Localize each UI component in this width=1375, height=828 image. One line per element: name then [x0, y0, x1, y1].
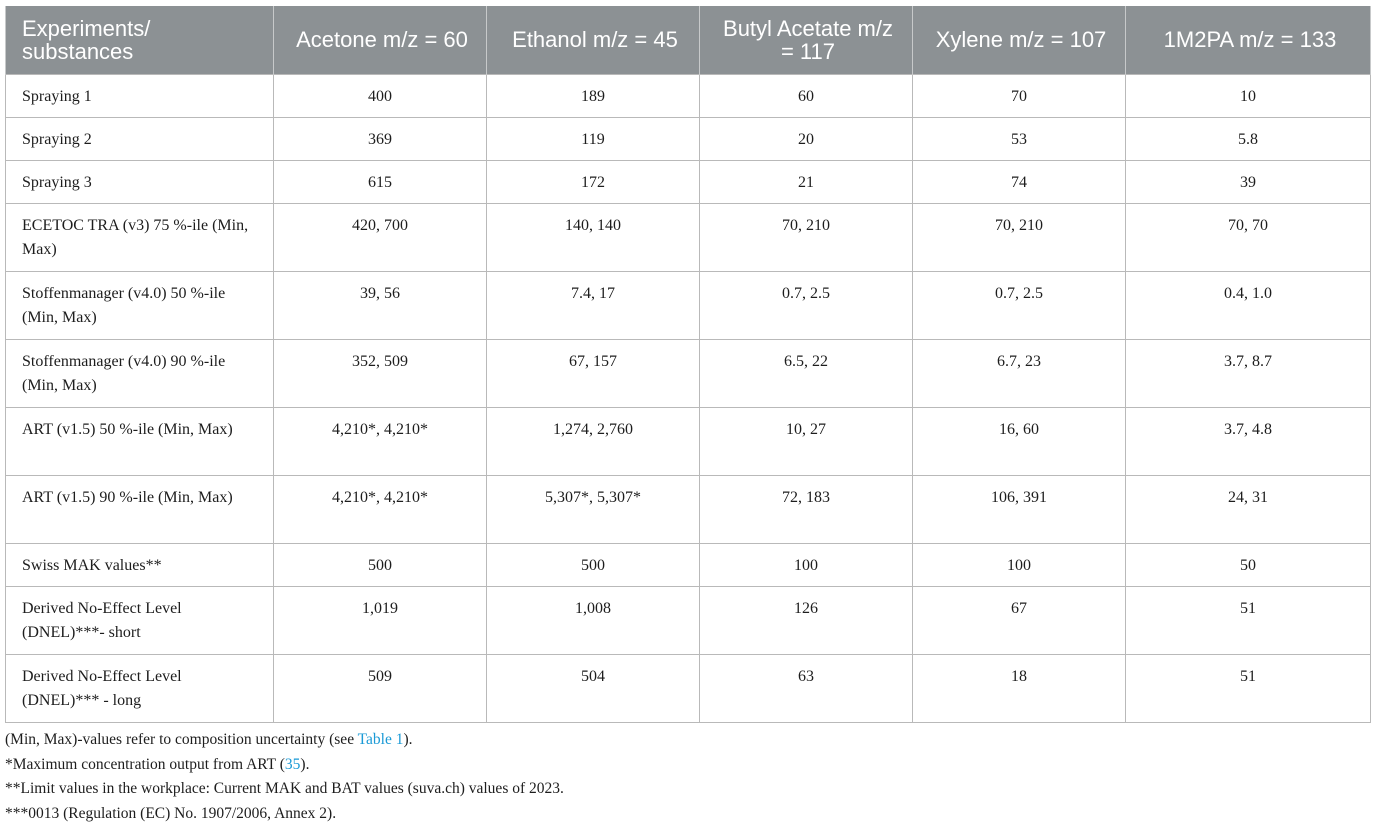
table-cell: 50 — [1126, 543, 1371, 586]
row-label: Derived No-Effect Level (DNEL)***- short — [6, 586, 274, 654]
footnote-text: *Maximum concentration output from ART ( — [5, 755, 285, 773]
row-label: Spraying 1 — [6, 74, 274, 117]
table-cell: 189 — [487, 74, 700, 117]
footnote-text: ). — [300, 755, 310, 773]
footnote-text: ). — [403, 731, 413, 748]
row-label: ART (v1.5) 90 %-ile (Min, Max) — [6, 475, 274, 543]
table-header-row — [6, 6, 1371, 74]
table-row — [6, 117, 1371, 160]
table-cell: 400 — [274, 74, 487, 117]
table-row — [6, 407, 1371, 475]
row-label: Swiss MAK values** — [6, 543, 274, 586]
table-cell: 106, 391 — [913, 475, 1126, 543]
exposure-table — [5, 6, 1371, 723]
table-cell: 4,210*, 4,210* — [274, 475, 487, 543]
table-cell: 420, 700 — [274, 203, 487, 271]
table-cell: 100 — [700, 543, 913, 586]
row-label: Stoffenmanager (v4.0) 50 %-ile (Min, Max) — [6, 271, 274, 339]
table-cell: 100 — [913, 543, 1126, 586]
table-cell: 51 — [1126, 654, 1371, 722]
table-cell: 0.7, 2.5 — [700, 271, 913, 339]
table-row — [6, 586, 1371, 654]
table-cell: 60 — [700, 74, 913, 117]
footnote-text: (Min, Max)-values refer to composition uncertainty (see — [5, 731, 358, 748]
table-cell: 70, 210 — [700, 203, 913, 271]
table-cell: 509 — [274, 654, 487, 722]
table-cell: 3.7, 4.8 — [1126, 407, 1371, 475]
footnote-mak: **Limit values in the workplace: Current MAK and BAT values (suva.ch) values of 2023. — [5, 780, 564, 797]
table-cell: 140, 140 — [487, 203, 700, 271]
table-row — [6, 74, 1371, 117]
table-cell: 615 — [274, 160, 487, 203]
table-cell: 67 — [913, 586, 1126, 654]
footnote-dnel: ***0013 (Regulation (EC) No. 1907/2006, Annex 2). — [5, 804, 337, 822]
reference-35-link[interactable]: 35 — [284, 755, 301, 773]
table-cell: 70, 70 — [1126, 203, 1371, 271]
table-cell: 500 — [274, 543, 487, 586]
table-cell: 0.7, 2.5 — [913, 271, 1126, 339]
row-label: Spraying 3 — [6, 160, 274, 203]
table-cell: 53 — [913, 117, 1126, 160]
table-cell: 18 — [913, 654, 1126, 722]
table-row — [6, 475, 1371, 543]
column-header: Acetone m/z = 60 — [274, 6, 487, 74]
table-cell: 39 — [1126, 160, 1371, 203]
table-row — [6, 160, 1371, 203]
footnote-art — [5, 753, 1370, 778]
table-row — [6, 271, 1371, 339]
table-cell: 4,210*, 4,210* — [274, 407, 487, 475]
table-cell: 3.7, 8.7 — [1126, 339, 1371, 407]
table-cell: 500 — [487, 543, 700, 586]
table-cell: 70 — [913, 74, 1126, 117]
table-cell: 6.7, 23 — [913, 339, 1126, 407]
column-header: Butyl Acetate m/z = 117 — [700, 6, 913, 74]
table-cell: 369 — [274, 117, 487, 160]
table-cell: 51 — [1126, 586, 1371, 654]
table-cell: 119 — [487, 117, 700, 160]
table-cell: 10 — [1126, 74, 1371, 117]
table-cell: 1,274, 2,760 — [487, 407, 700, 475]
table-row — [6, 339, 1371, 407]
row-label: ART (v1.5) 50 %-ile (Min, Max) — [6, 407, 274, 475]
table-cell: 5,307*, 5,307* — [487, 475, 700, 543]
table-cell: 352, 509 — [274, 339, 487, 407]
table-cell: 63 — [700, 654, 913, 722]
table-cell: 7.4, 17 — [487, 271, 700, 339]
table-cell: 70, 210 — [913, 203, 1126, 271]
row-label: Spraying 2 — [6, 117, 274, 160]
row-label: ECETOC TRA (v3) 75 %-ile (Min, Max) — [6, 203, 274, 271]
footnote-min-max — [5, 728, 1370, 753]
table-cell: 1,008 — [487, 586, 700, 654]
table-cell: 67, 157 — [487, 339, 700, 407]
table-cell: 21 — [700, 160, 913, 203]
column-header: 1M2PA m/z = 133 — [1126, 6, 1371, 74]
table-cell: 1,019 — [274, 586, 487, 654]
table-cell: 126 — [700, 586, 913, 654]
column-header: Ethanol m/z = 45 — [487, 6, 700, 74]
table-cell: 0.4, 1.0 — [1126, 271, 1371, 339]
table-cell: 20 — [700, 117, 913, 160]
table-row — [6, 654, 1371, 722]
data-table-container — [5, 6, 1370, 723]
table-1-link[interactable]: Table 1 — [357, 731, 404, 748]
table-cell: 72, 183 — [700, 475, 913, 543]
table-cell: 5.8 — [1126, 117, 1371, 160]
table-cell: 172 — [487, 160, 700, 203]
table-cell: 16, 60 — [913, 407, 1126, 475]
column-header: Experiments/ substances — [6, 6, 274, 74]
row-label: Stoffenmanager (v4.0) 90 %-ile (Min, Max) — [6, 339, 274, 407]
table-cell: 24, 31 — [1126, 475, 1371, 543]
table-cell: 10, 27 — [700, 407, 913, 475]
table-cell: 39, 56 — [274, 271, 487, 339]
table-cell: 6.5, 22 — [700, 339, 913, 407]
table-footnotes — [5, 728, 1370, 826]
row-label: Derived No-Effect Level (DNEL)*** - long — [6, 654, 274, 722]
table-cell: 74 — [913, 160, 1126, 203]
table-cell: 504 — [487, 654, 700, 722]
column-header: Xylene m/z = 107 — [913, 6, 1126, 74]
table-row — [6, 203, 1371, 271]
table-row — [6, 543, 1371, 586]
